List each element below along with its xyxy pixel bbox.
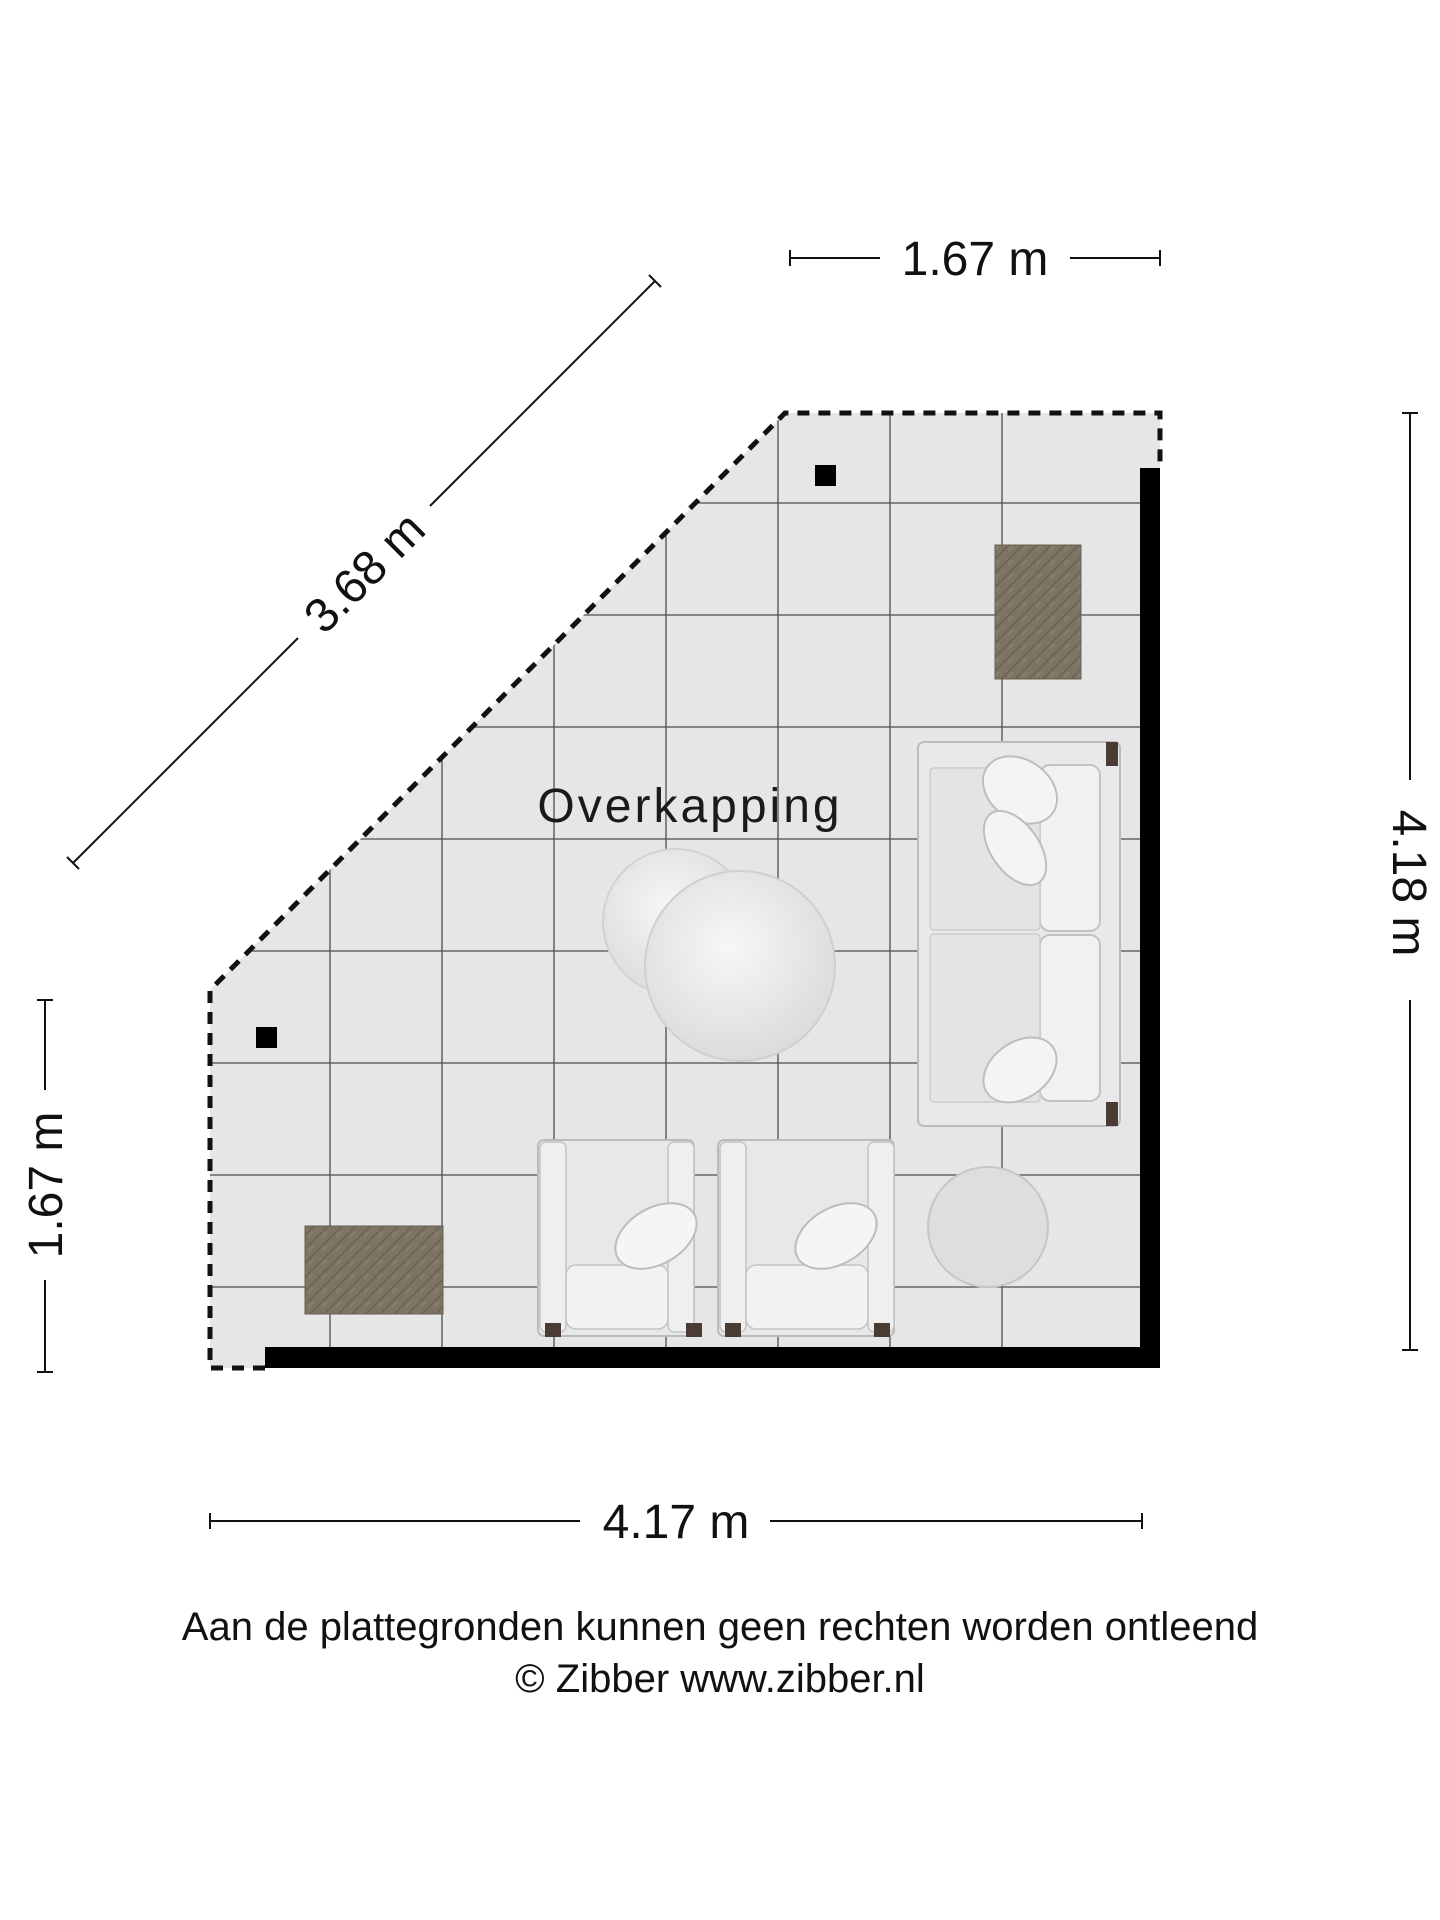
coffee-table-large [645, 871, 835, 1061]
room-label: Overkapping [537, 780, 843, 833]
post-left [256, 1027, 277, 1048]
wall-right [1140, 468, 1160, 1368]
copyright-text: © Zibber www.zibber.nl [515, 1657, 925, 1701]
armchair-left [538, 1140, 708, 1337]
post-top [815, 465, 836, 486]
dimension-bottom-label: 4.17 m [602, 1496, 750, 1549]
dimension-top-label: 1.67 m [901, 233, 1049, 286]
sofa [918, 742, 1120, 1126]
dimension-right-label: 4.18 m [1382, 809, 1435, 957]
rug-bottom-left [305, 1226, 443, 1314]
armchair-right [718, 1140, 894, 1337]
rug-top-right [995, 545, 1081, 679]
dimension-left-label: 1.67 m [20, 1111, 73, 1259]
dimension-diagonal-label: 3.68 m [294, 502, 436, 644]
side-table-round [928, 1167, 1048, 1287]
wall-bottom [265, 1347, 1160, 1368]
disclaimer-text: Aan de plattegronden kunnen geen rechten worden ontleend [181, 1605, 1259, 1649]
